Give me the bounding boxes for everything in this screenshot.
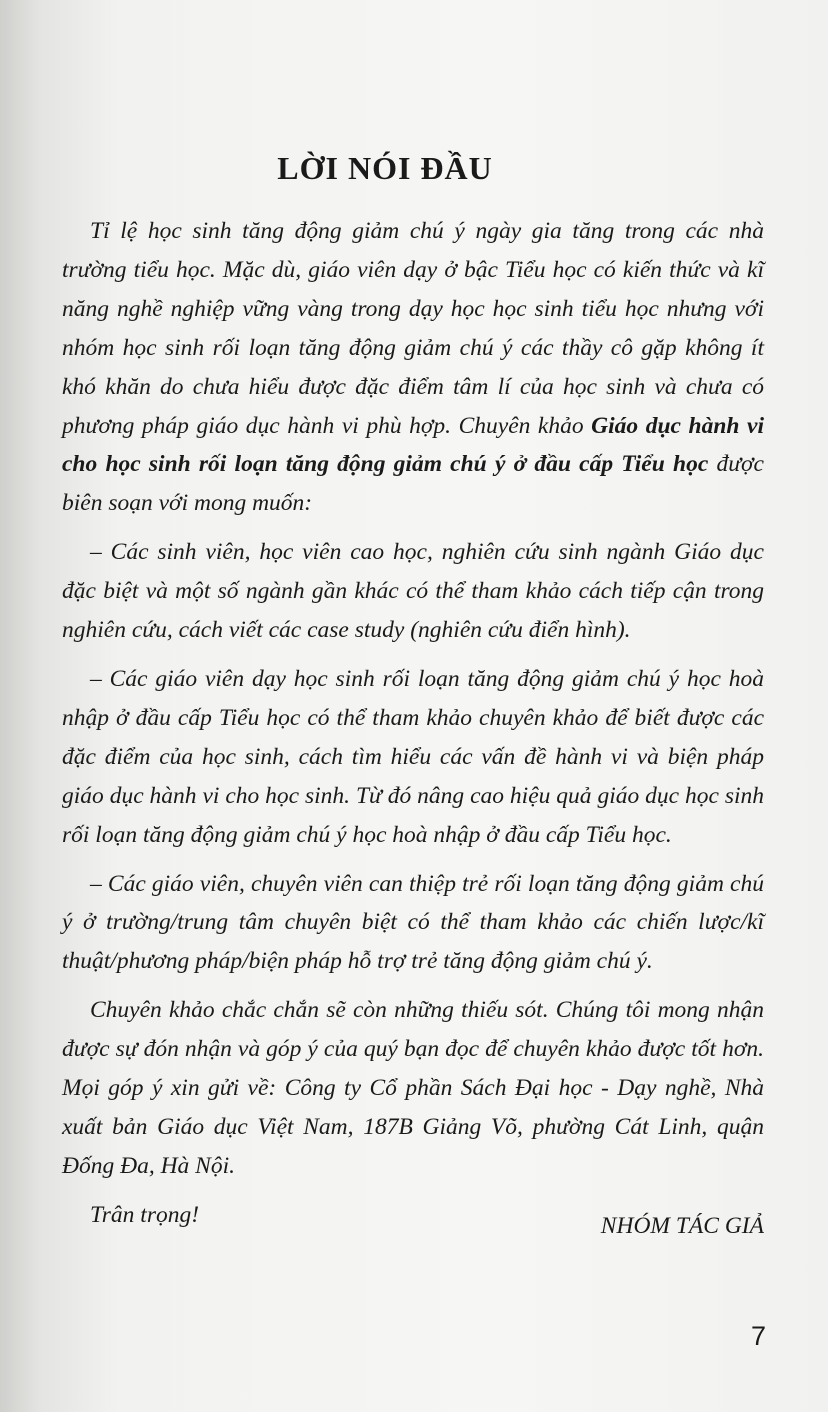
paragraph-feedback: Chuyên khảo chắc chắn sẽ còn những thiếu sót. Chúng tôi mong nhận được sự đón nhận và góp ý của quý bạn đọc để chuyên khảo được tốt hơn. Mọi góp ý xin gửi về: Công ty Cổ phần Sách Đại học - Dạy nghề, Nhà xuất bản Giáo dục Việt Nam, 187B Giảng Võ, phường Cát Linh, quận Đống Đa, Hà Nội. [62,997,764,1179]
page-title: LỜI NÓI ĐẦU [277,150,493,186]
intro-text: Tỉ lệ học sinh tăng động giảm chú ý ngày gia tăng trong các nhà trường tiểu học. Mặc dù, giáo viên dạy ở bậc Tiểu học có kiến thức và kĩ năng nghề nghiệp vững vàng trong dạy học học sinh tiểu học nhưng với nhóm học sinh rối loạn tăng động giảm chú ý các thầy cô gặp không ít khó khăn do chưa hiểu được đặc điểm tâm lí của học sinh và chưa có phương pháp giáo dục hành vi phù hợp. Chuyên khảo [62,218,764,439]
author-signature: NHÓM TÁC GIẢ [600,1213,764,1239]
page-number: 7 [750,1321,766,1351]
preface-body [62,212,764,1235]
intro-tail: được biên soạn với mong muốn: [62,451,764,517]
paragraph-intro [62,212,764,523]
paragraph-students: – Các sinh viên, học viên cao học, nghiên cứu sinh ngành Giáo dục đặc biệt và một số ngành gần khác có thể tham khảo cách tiếp cận trong nghiên cứu, cách viết các case study (nghiên cứu điển hình). [62,539,764,644]
paragraph-specialists: – Các giáo viên, chuyên viên can thiệp trẻ rối loạn tăng động giảm chú ý ở trường/trung tâm chuyên biệt có thể tham khảo các chiến lược/kĩ thuật/phương pháp/biện pháp hỗ trợ trẻ tăng động giảm chú ý. [62,870,764,975]
paragraph-regards: Trân trọng! [90,1201,200,1228]
book-title-emphasis: Giáo dục hành vi cho học sinh rối loạn tăng động giảm chú ý ở đầu cấp Tiểu học [62,412,764,478]
paragraph-teachers: – Các giáo viên dạy học sinh rối loạn tăng động giảm chú ý học hoà nhập ở đầu cấp Tiểu học có thể tham khảo chuyên khảo để biết được các đặc điểm của học sinh, cách tìm hiểu các vấn đề hành vi và biện pháp giáo dục hành vi cho học sinh. Từ đó nâng cao hiệu quả giáo dục học sinh rối loạn tăng động giảm chú ý học hoà nhập ở đầu cấp Tiểu học. [62,665,764,848]
